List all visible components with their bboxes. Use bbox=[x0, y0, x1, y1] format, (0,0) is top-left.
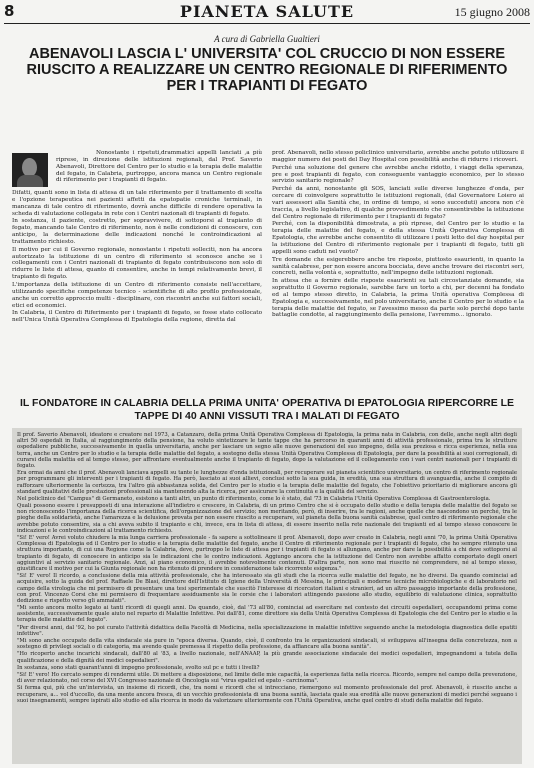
photo-body bbox=[17, 175, 43, 187]
byline: A cura di Gabriella Gualtieri bbox=[214, 34, 320, 44]
paragraph: prof. Abenavoli, nello stesso policlinico universitario, avrebbe anche potuto utilizzare il maggior numero dei posti del Day Hospital con possibilità anche di ridurre i ricoveri. bbox=[272, 150, 524, 163]
issue-date: 15 giugno 2008 bbox=[454, 5, 530, 19]
page-header bbox=[4, 2, 530, 22]
main-headline: ABENAVOLI LASCIA L' UNIVERSITA' COL CRUCCIO DI NON ESSERE RIUSCITO A REALIZZARE UN CENTRO REGIONALE DI RIFERIMENTO PER I TRAPIANTI DI FEGATO bbox=[26, 46, 508, 95]
paragraph: Nonostante i ripetuti,drammatici appelli lanciati ,a più riprese, in direzione delle istituzioni regionali, dal Prof. Saverio Abenavoli, Direttore del Centro per lo studio e la terapia delle malattie del fegato, in Calabria, purtroppo, ancora manca un Centro regionale di riferimento per i trapianti di fegato. bbox=[56, 150, 262, 184]
paragraph: "Per diversi anni, dal '92, ho poi curato l'attività didattica della Facoltà di Medicina, nella specializzazione in malattie infettive seguendo anche la metodologia diagnostica delle epatiti infettive". bbox=[17, 624, 517, 637]
paragraph: "Si! E' vero! Ho cercato sempre di rendermi utile. Di mettere a disposizione, nel limite delle mie capacità, la esperienza fatta nella ricerca. Ricordo, sempre nel campo della prevenzione, di aver relazionato, nel corso del XVI Congresso nazionale di Oncologia sui "virus epatici ed epato - carcinoma". bbox=[17, 671, 518, 685]
paragraph: In sostanza, il paziente, costretto, per sopravvivere, di sottoporsi al trapianto di fegato, mancando tale Centro di riferimento, non è nelle condizioni di conoscere, con anticipo, la determinazione delle indicazioni nonché le controindicazioni al trattamento richiesto. bbox=[12, 218, 262, 245]
paragraph: Si ferma qui, più che un'intervista, un insieme di ricordi, che, tra nomi e ricordi che si intrecciano, riemergono sul momento professionale del prof. Abenavoli, è riuscito anche a recuperare, a... vol d'uccello, da una mente ancora fresca, di un vecchio professionista di una buona sanità, lasciata quale sua eredità alle nuove generazioni di medici perché seguano i suoi insegnamenti, sempre ispirati allo studio ed alla ricerca in modo da valorizzare ulteriormente con l'Unità Operativa, anche quel centro di studi della malattie del fegato. bbox=[17, 685, 517, 704]
paragraph: "Mi sono anche occupato della vita sindacale sia pure in "epoca diversa. Quando, cioè, il confronto tra le organizzazioni sindacali, si sviluppava all'insegna della concretezza, non a sostegno di privilegi sociali o di categoria, ma avendo quale premessa il rispetto della professione, da affiancare alla buona sanità". bbox=[17, 638, 517, 651]
masthead: PIANETA SALUTE bbox=[179, 2, 355, 21]
paragraph: In sostanza, sono stati quarant'anni di impegno professionale, svolto sul pc e tutti i livelli? bbox=[17, 664, 260, 671]
paragraph: L'importanza della istituzione di un Centro di riferimento consiste nell'accettare, utilizzando specifiche competenze tecnico - scientifiche di alto profilo professionale, anche un corretto approccio multi - disciplinare, con riscontri anche sui fattori sociali, etici ed economici. bbox=[12, 281, 262, 309]
paragraph: Perché, con la disponibilità dimostrata, a più riprese, del Centro per lo studio e la terapia delle malattie del fegato, e della stessa Unità Operativa Complessa di Epatologia, che avrebbe anche consentito di utilizzare i posti letto del day hospital per la istituzione del Centro di riferimento regionale per i trapianti di fegato, tutti gli appelli sono caduti nel vuoto? bbox=[272, 221, 524, 255]
paragraph: Il prof. Saverio Abenavoli, ideatore e creatore nel 1973, a Catanzaro, della prima Unità Operativa Complessa di Epatologia, la prima nata in Calabria, con delle, anche negli altri degli altri 50 ospedali in Italia, al raggiungimento della pensione, ha voluto sintetizzare le tante tappe che ha percorso in quaranti anni di attività professionale, prima tra le strutture ospedaliere pubbliche, successivamente in quella universitaria, anche per lasciare un segno alle nuove generazioni del suo impegno, della sua preziosa e ricca esperienza, nella sua terra, anche un Centro per lo studio e la terapia delle malattie del fegato, a sostegno della stessa Unità Operativa Complessa di Epatologia, per dare la possibilità ai suoi corregionali, di curarsi della malattia ed al tempo stesso, per affrontare eventualmente anche il trapianto di fegato, dopo la valutazione ed il collegamento con i vari centri nazionali per i trapianti di fegato. bbox=[17, 432, 517, 469]
paragraph: Quali possono essere i presupposti di una interazione all'indietro e crescere, in Calabria, di un primo Centro che si è occupato dello studio e della terapia delle malattie del fegato se non riconoscendo l'importanza della ricerca scientifica, dell'organizzazione del servizio; non meritando, però, di inserire, tra le ragioni, anche quelle che nascondono un perché, tra le pieghe della solidarietà, anche l'amarezza e la delusione provata per non essere riuscito a recuperare, sul pianeta della buona sanità calabrese, quel centro di riferimento regionale che avrebbe potuto consentire, sia a chi aveva subito il trapianto e chi, invece, era in lista di attesa, di essere inserito nella rete nazionale dei trapianti ed al tempo stesso conoscere le indicazioni e le controindicazioni al trattamento richiesto. bbox=[17, 503, 517, 534]
paragraph: In Calabria, il Centro di Riferimento per i trapianti di fegato, se fosse stato collocato nell'Unica Unità Operativa Complessa di Epatologia della regione, diretta dal bbox=[12, 310, 262, 324]
paragraph: Nel policlinico del "Campus" di Germaneto, esistono a tanti altri, un punto di riferimento, come lo è stato, dal '73 in Calabria l'Unità Operativa Complessa di Gastroenterologia. bbox=[17, 495, 491, 502]
paragraph: Tre domande che esigerebbero anche tre risposte, piuttosto esaurienti, in quanto la sanità calabrese, per non essere ancora bocciata, deve anche trovare dei riscontri seri, concreti, nella volontà e, soprattutto, nell'impegno delle istituzioni regionali. bbox=[272, 256, 524, 277]
paragraph: Perché da anni, nonostante gli SOS, lanciati sulle diverse lunghezze d'onda, per cercare di coinvolgere soprattutto le istituzioni regionali, (dal Governatore Loiero ai vari assessori alla Sanità che, in ordine di tempo, si sono succeduti) ancora non c'è traccia, a livello legislativo, di qualche provvedimento che consentirebbe la istituzione del Centro regionale di riferimento per i trapianti di fegato? bbox=[272, 186, 524, 220]
second-headline: IL FONDATORE IN CALABRIA DELLA PRIMA UNITA' OPERATIVA DI EPATOLOGIA RIPERCORRE LE TAPPE DI 40 ANNI VISSUTI TRA I MALATI DI FEGATO bbox=[19, 397, 515, 422]
paragraph: In attesa che a fornire delle risposte esaurienti su tali circostanziate domande, sia soprattutto il Governo regionale, sarebbe fare un torto a chi, per decenni ha fondato ed al tempo stesso diretto, in Calabria, la prima Unità operativa Complessa di Epatologia e, successivamente, nel polo universitario, anche il Centro per lo studio e la terapia delle malattie del fegato, se l'avessimo messo da parte solo perché dopo tante battaglie condotte, al raggiungimento della pensione, l'avremmo... ignorato. bbox=[272, 278, 524, 319]
article1-left-column bbox=[12, 190, 262, 325]
paragraph: "Ho ricoperto anche incarichi sindacali, dall'80 al '83, a livello nazionale, nell'ANAAP, la più grande associazione sindacale dei medici ospedalieri, impegnandomi a tutela della qualificazione e della dignità dei medici ospedalieri". bbox=[17, 651, 517, 664]
header-rule bbox=[4, 23, 530, 24]
paragraph: Il motivo per cui il Governo regionale, nonostante i ripetuti solleciti, non ha ancora autorizzato la istituzione di un centro di riferimento si sconosce anche se i collegamenti con i Centri nazionali di trapianto di fegato contribuiscono non solo di ridurre le liste di attesa, quanto di consentire, anche in tempi relativamente brevi, il trapianto di fegato. bbox=[12, 246, 262, 281]
article2-box bbox=[12, 428, 522, 764]
article1-right-column bbox=[272, 150, 524, 320]
paragraph: "Si! E' vero! Il ricordo, a conclusione della mia attività professionale, che ha interessato sia gli studi che la ricerca sulle malattie del fegato, ne ho diversi. Da quando cominciai ad acquisire, sotto la guida del prof. Raffaele De Blasi, direttore dell'Istituto di Igiene della Università di Messina, le principali e moderne tecniche microbiologiche e di laboratorio nel campo della virologia che mi permisero di presentare una tesi sperimentale che suscitò l'interesse di ricercatori italiani e stranieri, ad un altro passaggio importante della professione, con prof. Vincenzo Corsi che mi permisero di frequentare assiduamente sia le corsie che i laboratori attingendo passione allo studio, equilibrio di valutazione clinica, soprattutto dedizione e rispetto verso gli ammalati". bbox=[17, 573, 517, 604]
paragraph: Era ormai da anni che il prof. Abenavoli lanciava appelli su tante le lunghezze d'onda istituzionali, per recuperare sul pianeta scientifico universitario, un centro di riferimento regionale per programmare gli interventi per i trapianti di fegato. Ha però, lasciato ai suoi allievi, conclusi sotto la sua guida, in eredità, una sua struttura di avanguardia, anche il compito di rafforzare ulteriormente la certezza, tra l'altro già abbastanza solida, del Centro per lo studio e la terapia delle malattie del fegato, che l'obiettivo prioritario di migliorare ancora gli standard qualitativi delle prestazioni professionali sia mantenendo alta la ricerca, per assicurare la continuità e la qualità del servizio. bbox=[17, 470, 517, 495]
paragraph: Difatti, quanti sono in lista di attesa di un tale riferimento per il trattamento di scelta e l'opzione terapeutica nei pazienti affetti da epatopatie croniche terminali, in mancanza di tale centro di riferimento, dovrà anche difficile di rendere operativa la scheda di valutazione collegata in rete con i Centri nazionali di trapianti di fegato. bbox=[12, 190, 262, 217]
article1-left-intro bbox=[56, 150, 262, 185]
paragraph: "Mi sento ancora molto legato ai tanti ricordi di quegli anni. Da quando, cioè, dal '73 all'80, cominciai ad esercitare nel contesto dei circuiti ospedalieri, occupandomi prima come assistente, successivamente quale aiuto nel reparto di Malattie Infettive. Poi dall'81, come direttore sia della Unità Operativa Complessa di Epatologia che del Centro per lo studio e la terapia delle malattie del fegato". bbox=[17, 605, 517, 624]
author-photo bbox=[12, 153, 48, 187]
page-number: 8 bbox=[4, 2, 15, 20]
paragraph: "Si! E' vero! Avrei voluto chiudere la mia lunga carriera professionale - fa sapere a sottolineare il prof. Abenavoli, dopo aver creato in Calabria, negli anni '70, la prima Unità Operativa Complessa di Epatologia ed il Centro per lo studio e la terapia delle malattie del fegato, anche il Centro di riferimento regionale per i trapianti di fegato, che ho sempre ritenuto una struttura importante, di cui una Regione come la Calabria, deve, purtroppo le liste di attesa per i trapianti di fegato si allungano, anche per dare la possibilità a chi deve sottoporsi al trapianto di fegato, di conoscere in anticipo sia le indicazioni che le contro indicazioni. Aggiungo ancora che la istituzione del Centro non avrebbe affatto comportato degli oneri aggiuntivi al servizio sanitario regionale. Anzi, al piano economico, il avrebbe notevolmente contenuti. D'altra parte, non sono mai riuscito né comprendere, né al tempo stesso, giustificare il motivo per cui la Giunta regionale non ha ritenuto di prendere in considerazione tale ricorrente esigenza." bbox=[17, 535, 517, 572]
paragraph: Perché una soluzione del genere che avrebbe anche ridotto, i viaggi della speranza, pre e post trapianti di fegato, con conseguente vantaggio economico, per lo stesso servizio sanitario regionale? bbox=[272, 164, 524, 185]
